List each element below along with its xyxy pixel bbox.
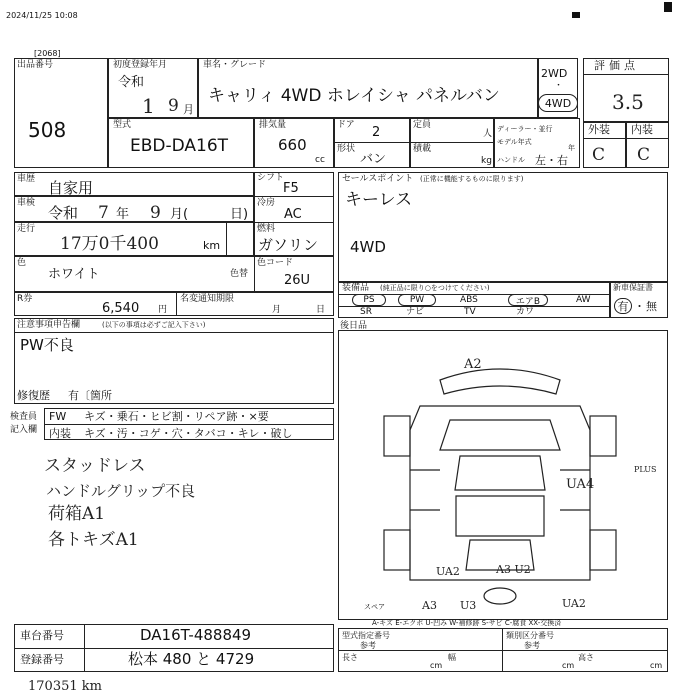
shift-label: シフト (257, 173, 285, 183)
shape-value: バン (360, 152, 387, 167)
mark-plus: PLUS (634, 465, 657, 474)
equip-sr: SR (360, 307, 372, 317)
recycle-row (14, 292, 334, 316)
first-reg-month: 9 (168, 96, 179, 116)
sales-point-box (338, 172, 668, 282)
displacement-value: 660 (278, 136, 307, 154)
mileage-label: 走行 (17, 224, 36, 234)
equipment-note: (純正品に限り○をつけてください) (380, 284, 490, 292)
load-label: 積載 (413, 144, 432, 154)
repair-label: 修復歴 (17, 389, 50, 402)
aircon-label: 冷房 (257, 198, 276, 208)
notes-box (14, 318, 334, 404)
hand-note-1: スタッドレス (44, 456, 146, 476)
score-label: 評価点 (594, 59, 639, 72)
drive-2wd: 2WD (541, 67, 568, 80)
lot-label: 出品番号 (17, 60, 54, 70)
mark-a2-top: A2 (464, 357, 482, 372)
notes-value: PW不良 (20, 336, 74, 354)
equip-abs: ABS (460, 295, 478, 305)
score-value: 3.5 (612, 90, 644, 114)
notes-label: 注意事項申告欄 (17, 320, 81, 330)
car-name-label: 車名・グレード (203, 60, 267, 70)
dealer-label: ディーラー・並行 (497, 125, 553, 133)
shift-value: F5 (283, 181, 299, 196)
recycle-label: R券 (17, 294, 33, 304)
inspection-day-unit: 日) (230, 207, 249, 222)
capacity-label: 定員 (413, 120, 432, 130)
check-row1: キズ・乗石・ヒビ割・リペア跡・×要 (84, 410, 269, 423)
doors-label: ドア (337, 120, 355, 130)
doors-value: 2 (372, 125, 381, 140)
mileage-value: 17万0千400 (60, 234, 159, 254)
repair-value: 有〔箇所 (68, 389, 112, 402)
warranty-yes: 有 (614, 298, 632, 314)
displacement-unit: cc (315, 155, 325, 165)
hand-note-2: ハンドルグリップ不良 (46, 482, 196, 500)
mark-a3: A3 (422, 599, 437, 612)
recycle-unit: 円 (158, 305, 168, 315)
shape-label: 形状 (337, 144, 356, 154)
model-year-label: モデル年式 (497, 138, 532, 146)
sales-point-note: (正常に機能するものに限ります) (420, 175, 524, 183)
notice-label: 名変通知期限 (180, 294, 235, 304)
inspection-month-unit: 月( (170, 207, 189, 222)
equip-airbag: エアB (508, 294, 548, 306)
first-reg-era: 令和 (118, 75, 145, 90)
checks-label1: 検査員 (10, 412, 38, 422)
warranty-dot: ・ (634, 300, 645, 313)
first-reg-label: 初度登録年月 (113, 60, 168, 70)
height-unit: cm (650, 661, 663, 670)
car-name-value: キャリィ 4WD ホレイシャ パネルバン (208, 86, 500, 106)
exterior-label: 外装 (588, 123, 610, 136)
model-value: EBD-DA16T (130, 136, 229, 156)
load-unit: kg (481, 156, 492, 166)
warranty-label: 新車保証書 (613, 283, 653, 292)
color-code-value: 26U (284, 273, 311, 288)
handle-value: 左・右 (535, 154, 568, 167)
footer-handwritten-mileage: 170351 km (28, 679, 102, 694)
print-timestamp: 2024/11/25 10:08 (6, 11, 78, 20)
interior-value: C (637, 145, 651, 165)
width-label: 幅 (448, 653, 456, 662)
mark-a3u2: A3 U2 (496, 563, 531, 576)
color-value: ホワイト (48, 267, 100, 282)
color-code-label: 色コード (257, 258, 294, 268)
inspection-era: 令和 (48, 204, 79, 222)
inspection-year-unit: 年 (116, 207, 130, 222)
warranty-no: 無 (646, 300, 657, 313)
designation-ref: 参考 (360, 641, 376, 650)
equip-ps: PS (352, 294, 386, 306)
frame-value: DA16T-488849 (140, 626, 252, 644)
category-ref: 参考 (524, 641, 540, 650)
inspection-label: 車検 (17, 198, 36, 208)
recycle-value: 6,540 (102, 301, 140, 316)
notice-month-unit: 月 (272, 305, 282, 315)
equip-tv: TV (464, 307, 476, 317)
sales-point-line2: 4WD (350, 238, 386, 256)
equipment-label: 装備品 (342, 283, 370, 293)
inspection-month: 9 (150, 203, 161, 223)
lot-number: 508 (28, 118, 67, 142)
first-reg-year: 1 (142, 94, 155, 118)
sales-point-line1: キーレス (345, 190, 413, 210)
plate-label: 登録番号 (20, 653, 64, 666)
check-row2: キズ・汚・コゲ・穴・タバコ・キレ・破し (84, 427, 293, 440)
damage-legend: A-キズ E-エクボ U-凹み W-補修跡 S-サビ C-腐食 XX-交換済 (372, 619, 562, 627)
fuel-label: 燃料 (257, 224, 276, 234)
color-no-label: 色替 (230, 269, 249, 279)
model-label: 型式 (113, 120, 132, 130)
frame-label: 車台番号 (20, 629, 64, 642)
handle-label: ハンドル (497, 156, 525, 164)
plate-value: 松本 480 と 4729 (128, 650, 255, 668)
category-label: 類別区分番号 (506, 631, 554, 640)
interior-label: 内装 (631, 123, 653, 136)
first-reg-month-unit: 月 (183, 103, 194, 116)
check-fw: FW (49, 410, 67, 423)
equip-pw: PW (398, 294, 436, 306)
mileage-unit: km (203, 239, 221, 252)
sales-point-label: セールスポイント (342, 174, 414, 184)
equip-aw: AW (576, 295, 591, 305)
length-unit: cm (430, 661, 443, 670)
marker-square (664, 2, 672, 12)
equip-leather: カワ (516, 307, 535, 317)
notice-day-unit: 日 (316, 305, 326, 315)
check-inner: 内装 (49, 427, 71, 440)
length-label: 長さ (342, 653, 358, 662)
marker-square (572, 12, 580, 18)
history-label: 車歴 (17, 174, 36, 184)
lot-ref: [2068] (34, 49, 61, 58)
drive-4wd: 4WD (538, 94, 578, 112)
inspection-year: 7 (98, 203, 109, 223)
mark-ua2-right: UA2 (562, 597, 586, 610)
model-year-unit: 年 (568, 144, 575, 152)
mark-ua4: UA4 (566, 477, 595, 492)
mark-u3: U3 (460, 599, 477, 612)
checks-label2: 記入欄 (10, 425, 38, 435)
notes-note: (以下の事項は必ずご記入下さい) (102, 321, 206, 329)
capacity-unit: 人 (483, 129, 493, 139)
fuel-value: ガソリン (258, 236, 319, 254)
color-label: 色 (17, 258, 27, 268)
height-label: 高さ (578, 653, 594, 662)
hand-note-3: 荷箱A1 (48, 504, 106, 524)
drive-dot: ・ (554, 81, 564, 91)
lot-box (14, 58, 108, 168)
mark-ua2-left: UA2 (436, 565, 460, 578)
rear-seat-label: 後日品 (340, 321, 368, 331)
displacement-label: 排気量 (259, 120, 287, 130)
hand-note-4: 各トキズA1 (48, 530, 139, 550)
aircon-value: AC (284, 207, 302, 222)
history-value: 自家用 (48, 179, 94, 197)
width-unit: cm (562, 661, 575, 670)
designation-label: 型式指定番号 (342, 631, 390, 640)
spare-label: スペア (364, 603, 385, 611)
exterior-value: C (592, 145, 606, 165)
equip-navi: ナビ (406, 307, 425, 317)
